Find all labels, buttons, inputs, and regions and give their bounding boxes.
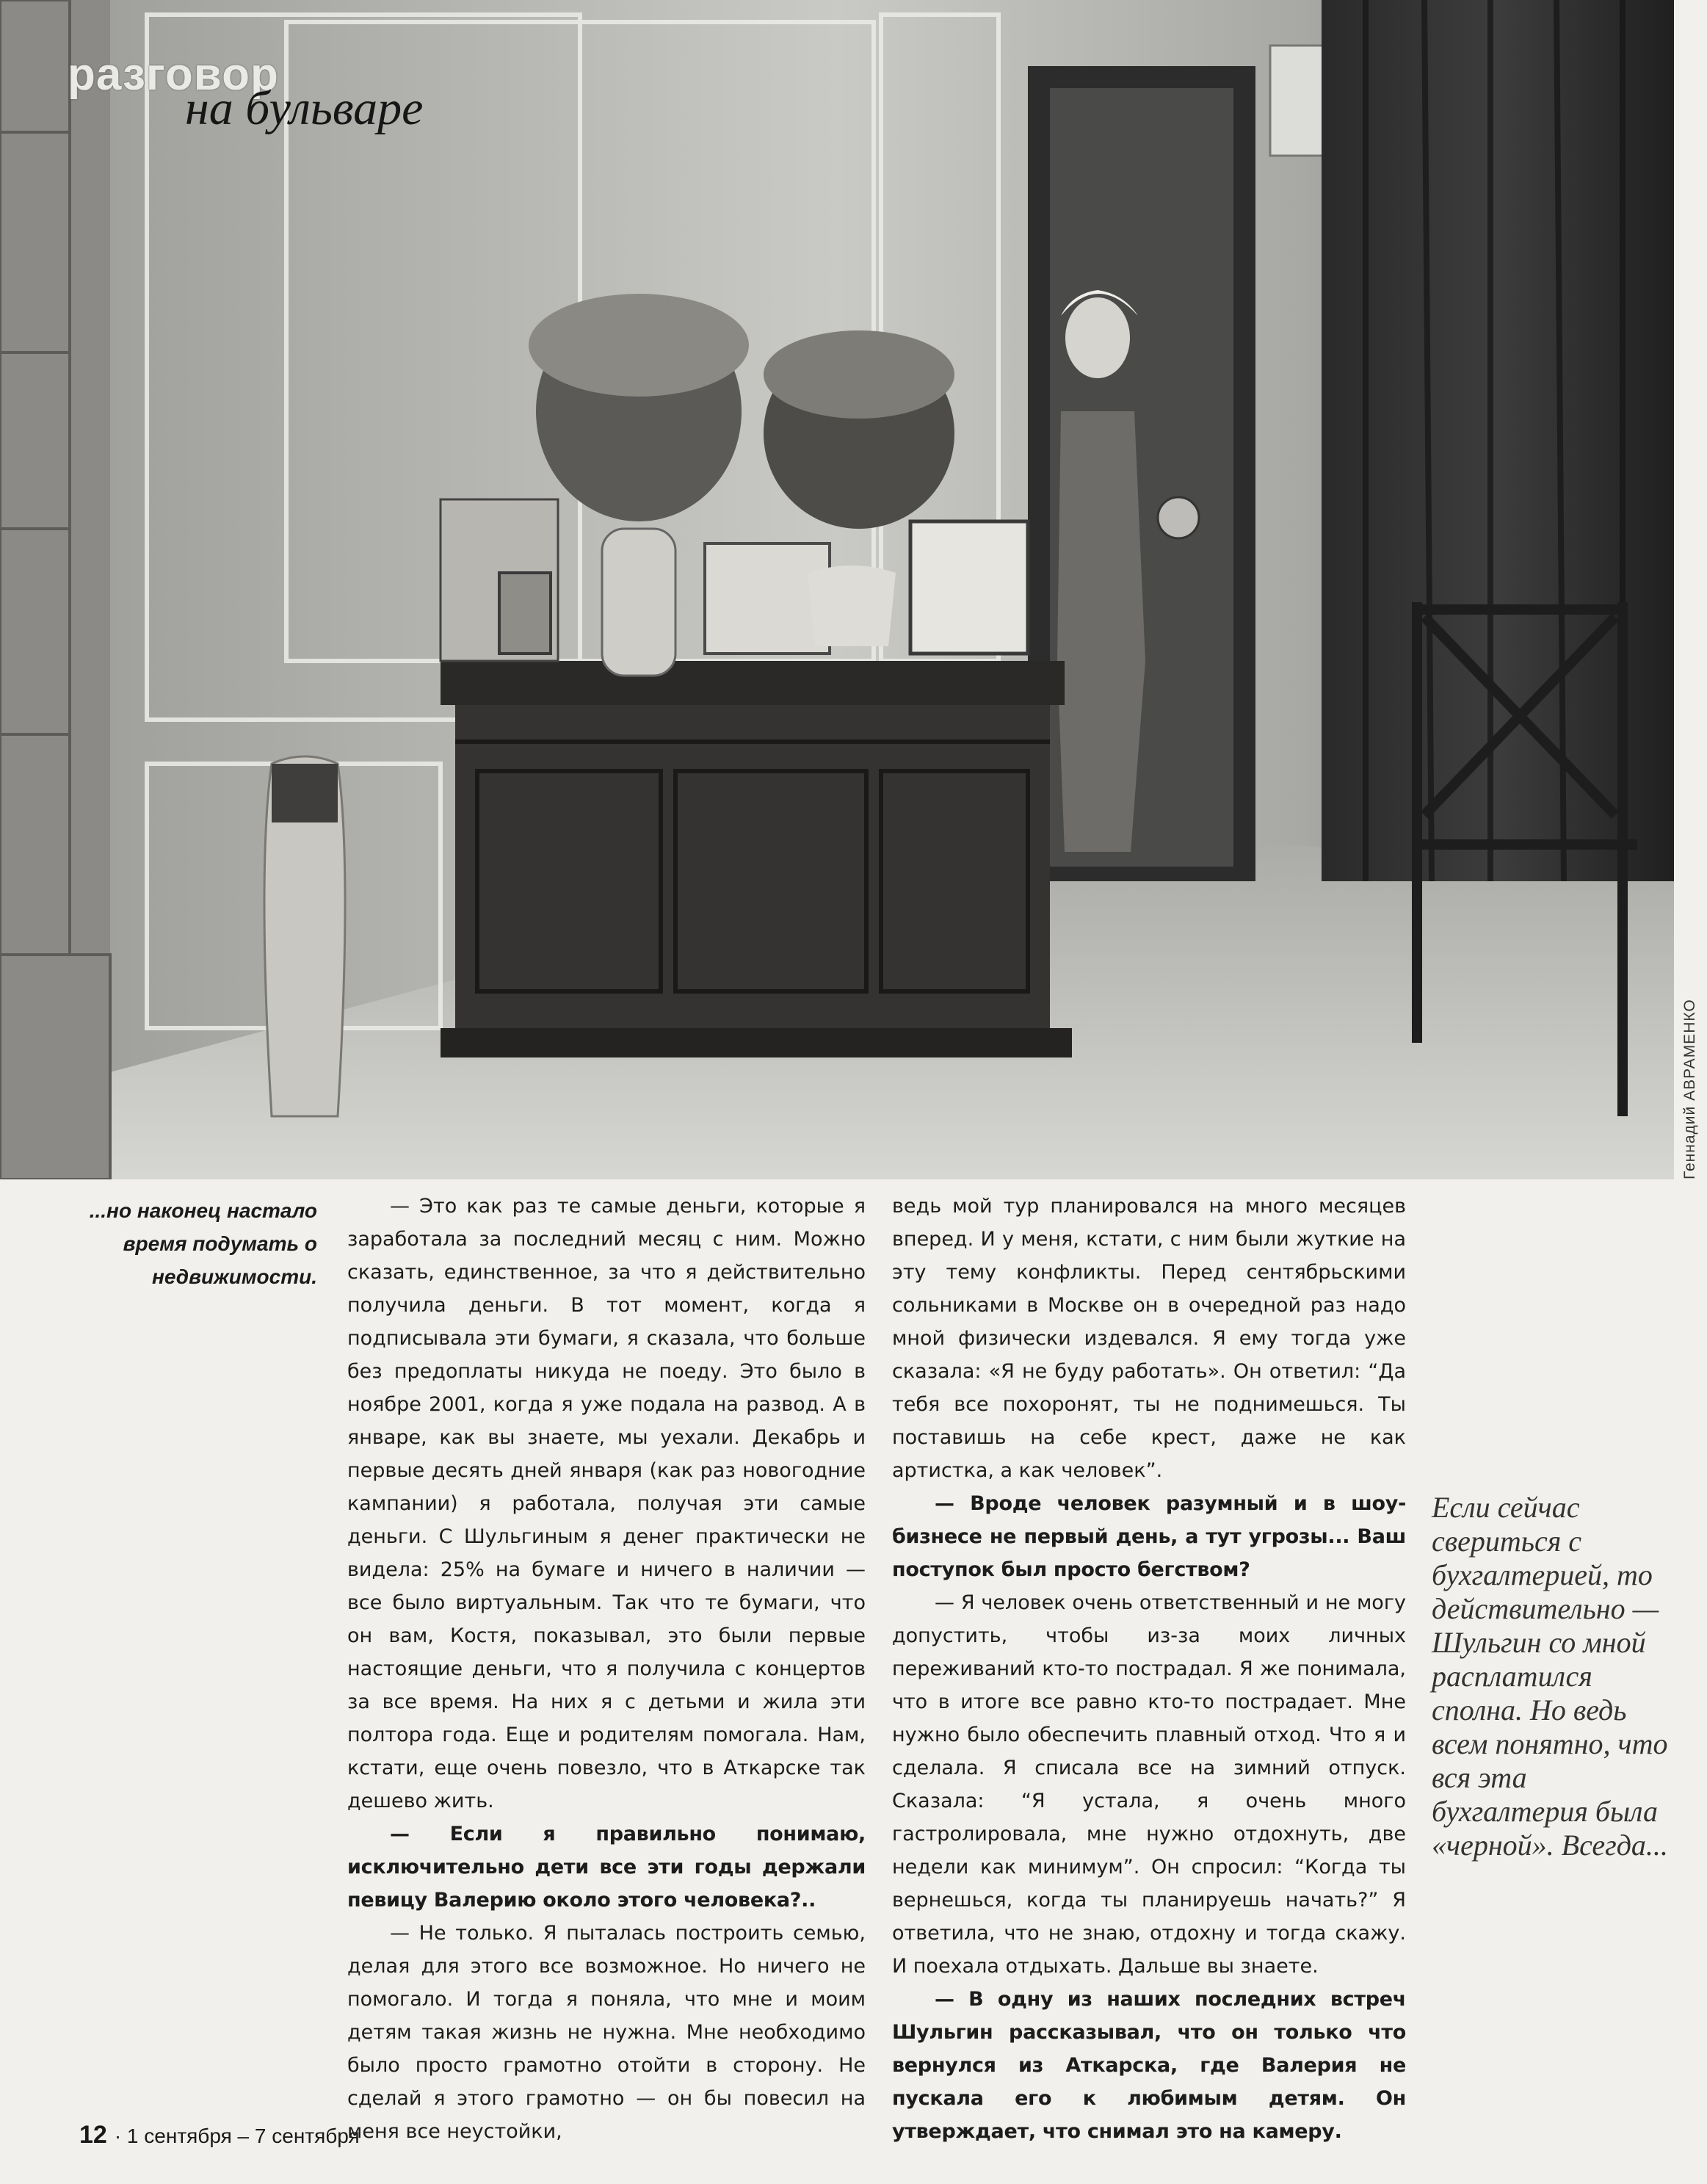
pull-quote: Если сейчас свериться с бухгалтерией, то действительно — Шульгин со мной расплатился сполна. Но ведь всем понятно, что вся эта бухгалтерия была «черной». Всегда... — [1432, 1491, 1668, 1862]
question-paragraph: — Если я правильно понимаю, исключительно дети все эти годы держали певицу Валерию около этого человека?.. — [347, 1823, 866, 1912]
section-heading — [68, 48, 479, 151]
page-number: 12 — [79, 2121, 107, 2149]
continued-paragraph: ведь мой тур планировался на много месяцев вперед. И у меня, кстати, с ним были жуткие на эту тему конфликты. Перед сентябрьскими сольниками в Москве он в очередной раз надо мной физически издевался. Я ему тогда уже сказала: «Я не буду работать». Он ответил: “Да тебя все похоронят, ты не поднимешься. Ты поставишь на себе крест, даже не как артистка, а как человек”. — [892, 1195, 1406, 1482]
question-paragraph: — Вроде человек разумный и в шоу-бизнесе не первый день, а тут угрозы... Ваш поступок был просто бегством? — [892, 1492, 1406, 1581]
answer-paragraph: — Не только. Я пыталась построить семью, делая для этого все возможное. Но ничего не помогало. И тогда я поняла, что мне и моим детям такая жизнь не нужна. Мне необходимо было просто грамотно отойти в сторону. Не сделай я этого грамотно — он бы повесил на меня все неустойки, — [347, 1922, 866, 2143]
page-footer — [79, 2121, 360, 2149]
answer-paragraph: — Это как раз те самые деньги, которые я заработала за последний месяц с ним. Можно сказать, единственное, за что я действительно получила деньги. В тот момент, когда я подписывала эти бумаги, я сказала, что больше без предоплаты никуда не поеду. Это было в ноябре 2001, когда я уже подала на развод. А в январе, как вы знаете, мы уехали. Декабрь и первые десять дней января (как раз новогодние кампании) я работала, получая эти самые деньги. С Шульгиным я денег практически не видела: 25% на бумаге и ничего в наличии — все было виртуальным. Так что те бумаги, что он вам, Костя, показывал, это были первые настоящие деньги, что я получила с концертов за все время. На них я с детьми и жила эти полтора года. Еще и родителям помогала. Нам, кстати, еще очень повезло, что в Аткарске так дешево жить. — [347, 1195, 866, 1812]
photo-credit: Геннадий АВРАМЕНКО — [1681, 999, 1698, 1179]
section-kicker: разговор — [68, 49, 279, 100]
answer-paragraph: — Я человек очень ответственный и не могу допустить, чтобы из-за моих личных переживаний кто-то пострадал. Я же понимала, что в итоге все равно кто-то пострадает. Мне нужно было обеспечить плавный отход. Что я и сделала. Я списала все на зимний отпуск. Сказала: “Я устала, я очень много гастролировала, мне нужно отдохнуть, две недели как минимум”. Он спросил: “Когда ты вернешься, когда ты планируешь начать?” Я ответила, что не знаю, отдохну и тогда скажу. И поехала отдыхать. Дальше вы знаете. — [892, 1591, 1406, 1978]
issue-dates: · 1 сентября – 7 сентября — [114, 2125, 360, 2147]
article-column-1 — [347, 1190, 866, 2148]
section-title: на бульваре — [185, 82, 424, 135]
question-paragraph: — В одну из наших последних встреч Шульгин рассказывал, что он только что вернулся из Аткарска, где Валерия не пускала его к любимым детям. Он утверждает, что снимал это на камеру. — [892, 1988, 1406, 2143]
photo-caption: ...но наконец настало время подумать о недвижимости. — [89, 1199, 317, 1288]
article-column-2 — [892, 1190, 1406, 2148]
